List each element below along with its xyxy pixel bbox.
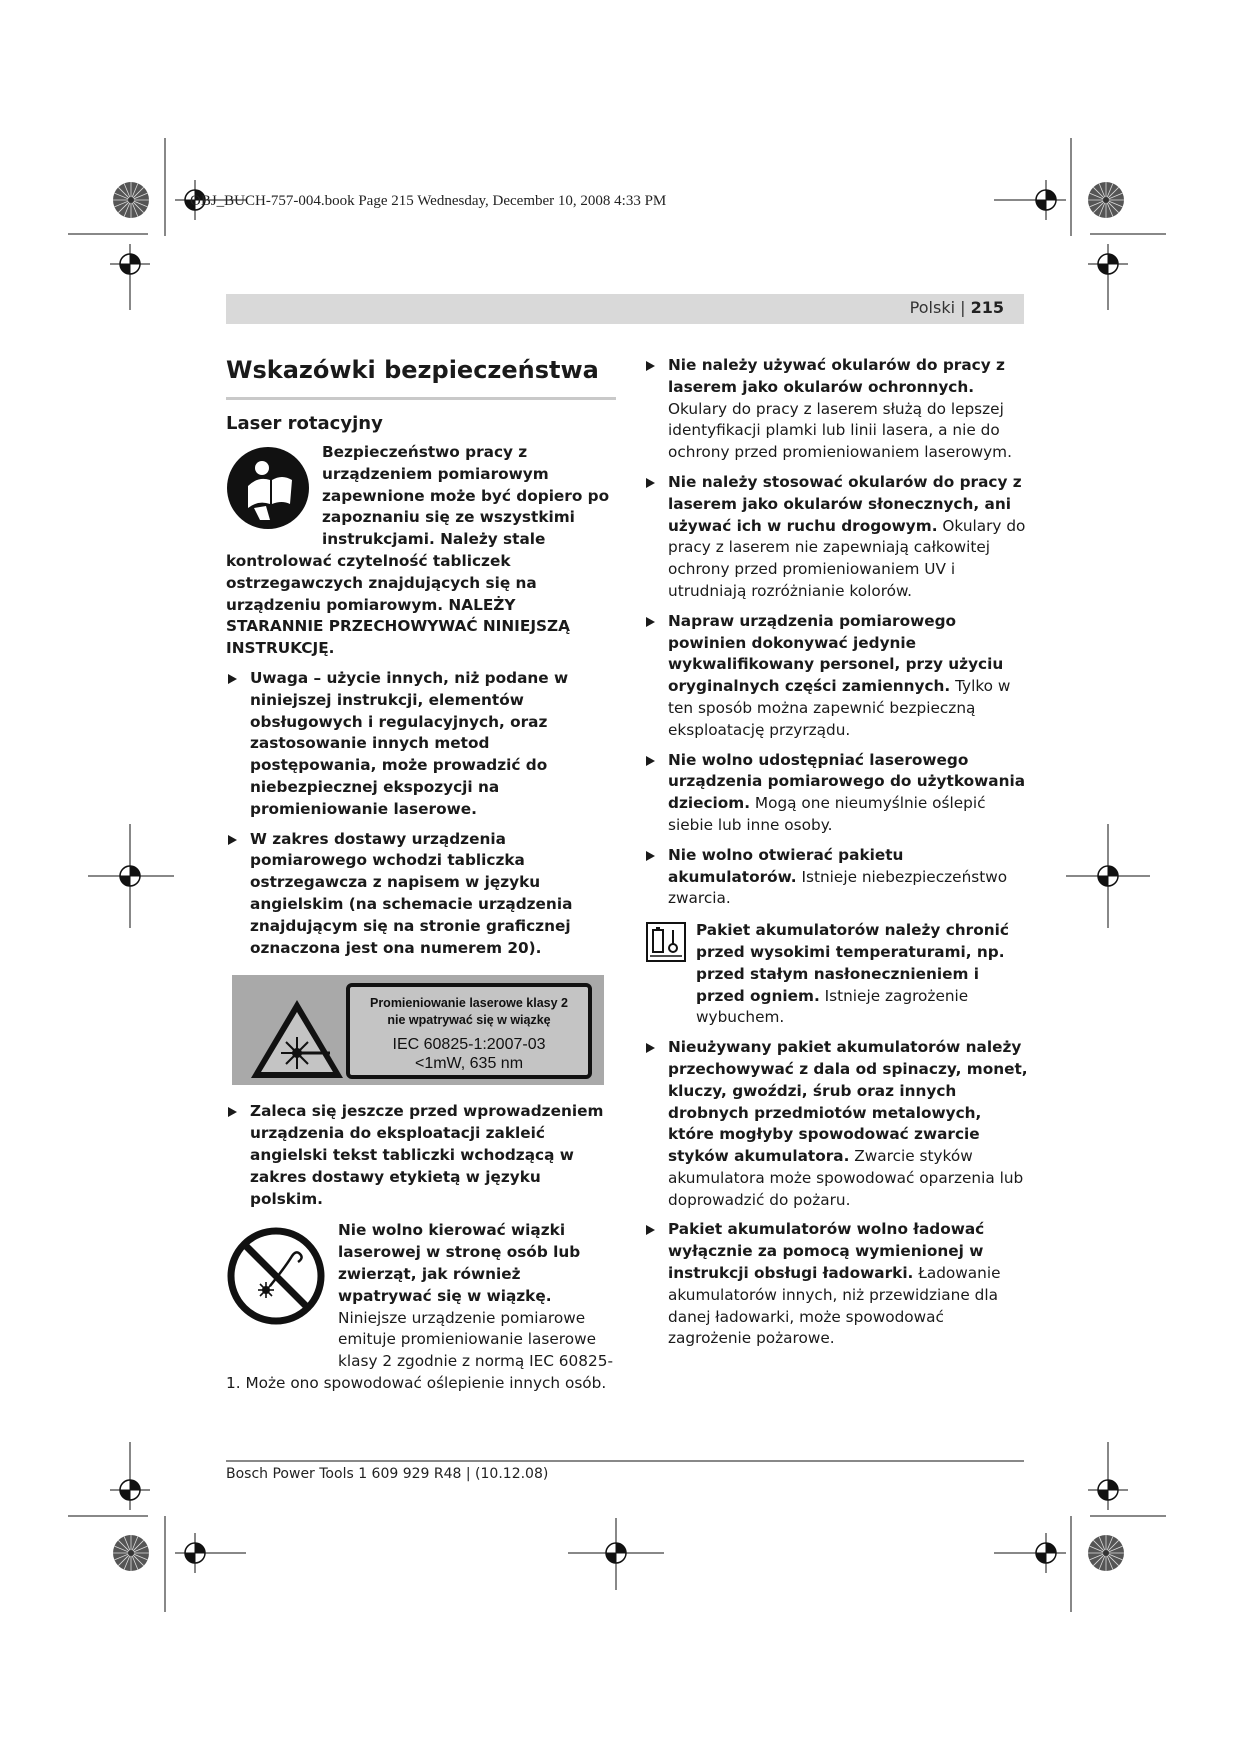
bullet-bold: Nie wolno udostępniać laserowego urządzenia pomiarowego do użytkowania dzieciom. [668,750,1026,813]
no-eye-exposure-icon [226,1226,326,1326]
bullet-triangle-icon [228,1107,237,1117]
eye-warning-paragraph [226,1220,616,1394]
bullet-triangle-icon [646,361,655,371]
battery-heat-icon [646,922,686,962]
label-line: IEC 60825-1:2007-03 [392,1036,546,1054]
right-column [644,355,1029,1350]
bullet-text: Zwarcie styków akumulatora może spowodować oparzenia lub doprowadzić do pożaru. [668,1147,1024,1209]
list-item [226,1101,616,1210]
bullet-text: Tylko w ten sposób można zapewnić bezpieczną eksploatację przyrządu. [668,677,1011,739]
read-manual-icon [226,446,310,530]
color-wheel-icon [1088,1535,1124,1571]
battery-heat-bold: Pakiet akumulatorów należy chronić przed wysokimi temperaturami, np. przed stałym nasłonecznieniem i przed ogniem. [696,921,1009,1005]
list-item [644,355,1029,464]
bullet-bold: Napraw urządzenia pomiarowego powinien dokonywać jedynie wykwalifikowany personel, przy użyciu oryginalnych części zamiennych. [668,611,1004,696]
bullet-text: Zaleca się jeszcze przed wprowadzeniem urządzenia do eksploatacji zakleić angielski tekst tabliczki wchodzącą w zakres dostawy etykietą w języku polskim. [250,1102,604,1208]
intro-text: Bezpieczeństwo pracy z urządzeniem pomiarowym zapewnione może być dopiero po zapoznaniu się ze wszystkimi instrukcjami. Należy stale kontrolować czytelność tabliczek ostrzegawczych znajdujących się na urządzeniu pomiarowym. NALEŻY STARANNIE PRZECHOWYWAĆ NINIEJSZĄ INSTRUKCJĘ. [226,443,610,658]
label-text-panel [346,983,592,1079]
page-number: 215 [970,298,1004,317]
list-item [644,472,1029,603]
bullet-triangle-icon [646,617,655,627]
battery-heat-text: Istnieje zagrożenie wybuchem. [696,986,969,1027]
list-item [644,1037,1029,1211]
section-title: Wskazówki bezpieczeństwa [226,355,616,400]
eye-warning-text: Niniejsze urządzenie pomiarowe emituje promieniowanie laserowe klasy 2 zgodnie z normą IEC 60825-1. Może ono spowodować oślepienie innych osób. [226,1308,613,1392]
list-item [644,750,1029,837]
color-wheel-icon [1088,182,1124,218]
bullet-triangle-icon [646,1043,655,1053]
bullet-triangle-icon [228,835,237,845]
bullet-triangle-icon [646,478,655,488]
left-column [226,355,616,1395]
page-footer: Bosch Power Tools 1 609 929 R48 | (10.12.08) [226,1466,549,1482]
list-item [644,845,1029,910]
bullet-bold: Pakiet akumulatorów wolno ładować wyłącznie za pomocą wymienionej w instrukcji obsługi ładowarki. [668,1220,985,1283]
language-label: Polski [909,298,956,317]
battery-heat-paragraph [644,920,1029,1029]
bullet-text: Istnieje niebezpieczeństwo zwarcia. [668,867,1008,908]
list-item [644,611,1029,742]
bullet-triangle-icon [646,756,655,766]
section-subtitle: Laser rotacyjny [226,413,383,434]
header-separator: | [955,298,971,317]
bullet-triangle-icon [646,851,655,861]
bullet-text: Okulary do pracy z laserem nie zapewniają całkowitej ochrony przed promieniowaniem UV i utrudniają rozróżnianie kolorów. [668,516,1026,600]
bullet-bold: Nie należy używać okularów do pracy z laserem jako okularów ochronnych. [668,356,1005,396]
bullet-text: Okulary do pracy z laserem służą do lepszej identyfikacji plamki lub linii lasera, a nie do ochrony przed promieniowaniem laserowym. [668,399,1012,462]
eye-warning-bold: Nie wolno kierować wiązki laserowej w stronę osób lub zwierząt, jak również wpatrywać się w wiązkę. [338,1221,581,1305]
laser-warning-icon [248,997,346,1081]
laser-warning-label [232,975,604,1085]
color-wheel-icon [113,182,149,218]
bullet-text: W zakres dostawy urządzenia pomiarowego wchodzi tabliczka ostrzegawcza z napisem w języku angielskim (na schemacie urządzenia znajdującym się na stronie graficznej oznaczona jest ona numerem 20). [250,829,573,957]
bullet-triangle-icon [646,1225,655,1235]
list-item [644,1219,1029,1350]
bullet-triangle-icon [228,674,237,684]
running-header [226,294,1024,324]
list-item [226,668,616,821]
label-line: <1mW, 635 nm [414,1055,524,1073]
bullet-bold: Nie należy stosować okularów do pracy z laserem jako okularów słonecznych, ani używać ich w ruchu drogowym. [668,472,1022,535]
bullet-text: Ładowanie akumulatorów innych, niż przewidziane dla danej ładowarki, może spowodować zagrożenie pożarowe. [668,1264,1001,1348]
bullet-bold: Nieużywany pakiet akumulatorów należy przechowywać z dala od spinaczy, monet, kluczy, gwoździ, śrub oraz innych drobnych przedmiotów metalowych, które mogłyby spowodować zwarcie styków akumulatora. [668,1038,1028,1166]
label-line: nie wpatrywać się w wiązkę [387,1013,551,1028]
bullet-bold: Nie wolno otwierać pakietu akumulatorów. [668,845,904,886]
print-slug: OBJ_BUCH-757-004.book Page 215 Wednesday, December 10, 2008 4:33 PM [190,193,667,209]
bullet-text: Mogą one nieumyślnie oślepić siebie lub inne osoby. [668,794,986,834]
intro-paragraph [226,442,616,660]
list-item [226,829,616,960]
label-line: Promieniowanie laserowe klasy 2 [369,996,568,1011]
bullet-text: Uwaga – użycie innych, niż podane w niniejszej instrukcji, elementów obsługowych i regulacyjnych, oraz zastosowanie innych metod postępowania, może prowadzić do niebezpiecznej ekspozycji na promieniowanie laserowe. [250,668,569,818]
color-wheel-icon [113,1535,149,1571]
